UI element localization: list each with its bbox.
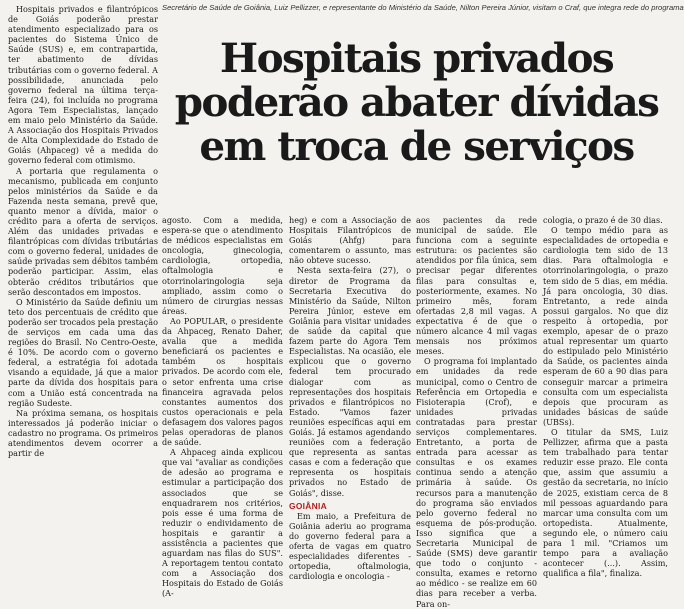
headline-line-1: Hospitais privados [219,34,614,82]
photo-caption: Secretário de Saúde de Goiânia, Luiz Pellizzer, e representante do Ministério da Saúde, Nilton Pereira Júnior, visitam o Craf, que integra rede do programa [162,3,684,12]
paragraph: A Ahpaceg ainda explicou que vai "avaliar as condições de adesão ao programa e estimular a participação dos associados que se enquadrarem nos critérios, pois esse é uma forma de reduzir o endividamento de hospitais e garantir a assistência a pacientes que aguardam nas filas do SUS". A reportagem tentou contato com a Associação dos Hospitais do Estado de Goiás (A- [162,447,283,599]
headline-line-3: em troca de serviços [199,122,634,170]
headline-line-2: poderão abater dívidas [174,78,659,126]
paragraph: agosto. Com a medida, espera-se que o atendimento de médicos especialistas em oncologia, ginecologia, cardiologia, ortopedia, oftalmologia e otorrinolaringologia seja ampliado, assim como o número de cirurgias nessas áreas. [162,215,283,316]
article-column-4 [416,215,537,609]
paragraph: Hospitais privados e filantrópicos de Goiás poderão prestar atendimento especializado para os pacientes do Sistema Único de Saúde (SUS) e, em contrapartida, ter abatimento de dívidas tributárias com o governo federal. A possibilidade, anunciada pelo governo federal na última terça-feira (24), foi incluída no programa Agora Tem Especialistas, lançado em maio pelo Ministério da Saúde. A Associação dos Hospitais Privados de Alta Complexidade do Estado de Goiás (Ahpaceg) vê a medida do governo federal com otimismo. [8,4,158,166]
paragraph: aos pacientes da rede municipal de saúde. Ele funciona com a seguinte estrutura: os pacientes são atendidos por fila única, sem precisar pegar diferentes filas para consultas e, posteriormente, exames. No primeiro mês, foram ofertadas 2,8 mil vagas. A expectativa é de que o número alcance 4 mil vagas mensais nos próximos meses. [416,215,537,357]
paragraph: Na próxima semana, os hospitais interessados já poderão iniciar o cadastro no programa. Os primeiros atendimentos devem ocorrer a partir de [8,407,158,459]
section-subhead: GOIÂNIA [289,500,327,511]
paragraph: O Ministério da Saúde definiu um teto dos percentuais de crédito que poderão ser trocados pela prestação de serviços em cada uma das regiões do Brasil. No Centro-Oeste, é 10%. De acordo com o governo federal, a estratégia foi adotada visando a equidade, já que a maior parte da dívida dos hospitais para com a União está concentrada na região Sudeste. [8,296,158,408]
paragraph: O programa foi implantado em unidades da rede municipal, como o Centro de Referência em Ortopedia e Fisioterapia (Crof), e unidades privadas contratadas para prestar serviços complementares. Entretanto, a porta de entrada para acessar as consultas e os exames continua sendo a atenção primária à saúde. Os recursos para a manutenção do programa são enviados pelo governo federal no esquema de pós-produção. Isso significa que a Secretaria Municipal de Saúde (SMS) deve garantir que todo o conjunto - consulta, exames e retorno ao médico - se realize em 60 dias para receber a verba. Para on- [416,356,537,609]
paragraph: O tempo médio para as especialidades de ortopedia e cardiologia tem sido de 13 dias. Para oftalmologia e otorrinolaringologia, o prazo tem sido de 5 dias, em média. Já para oncologia, 30 dias. Entretanto, a rede ainda possui gargalos. No que diz respeito à ortopedia, por exemplo, apesar de o prazo atual representar um quarto do estipulado pelo Ministério da Saúde, os pacientes ainda esperam de 60 a 90 dias para conseguir marcar a primeira consulta com um especialista depois que procuram as unidades básicas de saúde (UBSs). [543,225,668,427]
headline [164,36,669,168]
paragraph: Ao POPULAR, o presidente da Ahpaceg, Renato Daher, avalia que a medida beneficiará os pacientes e também os hospitais privados. De acordo com ele, o setor enfrenta uma crise financeira agravada pelos constantes aumentos dos custos operacionais e pela defasagem dos valores pagos pelas operadoras de planos de saúde. [162,315,283,448]
article-column-2 [162,215,283,599]
paragraph: Em maio, a Prefeitura de Goiânia aderiu ao programa do governo federal para a oferta de vagas em quatro especialidades diferentes - ortopedia, oftalmologia, cardiologia e oncologia - [289,510,411,582]
paragraph: cologia, o prazo é de 30 dias. [543,215,663,225]
paragraph: Nesta sexta-feira (27), o diretor de Programa da Secretaria Executiva do Ministério da Saúde, Nilton Pereira Júnior, esteve em Goiânia para visitar unidades de saúde da capital que fazem parte do Agora Tem Especialistas. Na ocasião, ele explicou que o governo federal tem procurado dialogar com as representações dos hospitais privados e filantrópicos no Estado. "Vamos fazer reuniões específicas aqui em Goiás. Já estamos agendando reuniões com a federação que representa as santas casas e com a federação que representa os hospitais privados no Estado de Goiás", disse. [289,265,411,498]
article-column-3 [289,215,411,581]
paragraph: heg) e com a Associação de Hospitais Filantrópicos de Goiás (Ahfg) para comentarem o assunto, mas não obteve sucesso. [289,215,411,266]
article-column-1 [8,4,158,458]
article-column-5 [543,215,668,578]
paragraph: A portaria que regulamenta o mecanismo, publicada em conjunto pelos ministérios da Saúde e da Fazenda nesta semana, prevê que, quanto menor a dívida, maior o crédito para a oferta de serviços. Além das unidades privadas e filantrópicas com dívidas tributárias com o governo federal, unidades de saúde privadas sem débitos também poderão participar. Assim, elas obterão créditos tributários que serão descontados em impostos. [8,165,158,297]
paragraph: O titular da SMS, Luiz Pellizzer, afirma que a pasta tem trabalhado para tentar reduzir esse prazo. Ele conta que, assim que assumiu a gestão da secretaria, no início de 2025, existiam cerca de 8 mil pessoas aguardando para marcar uma consulta com um ortopedista. Atualmente, segundo ele, o número caiu para 1 mil. "Criamos um tempo para a avaliação acontecer (...). Assim, qualifica a fila", finaliza. [543,426,668,579]
